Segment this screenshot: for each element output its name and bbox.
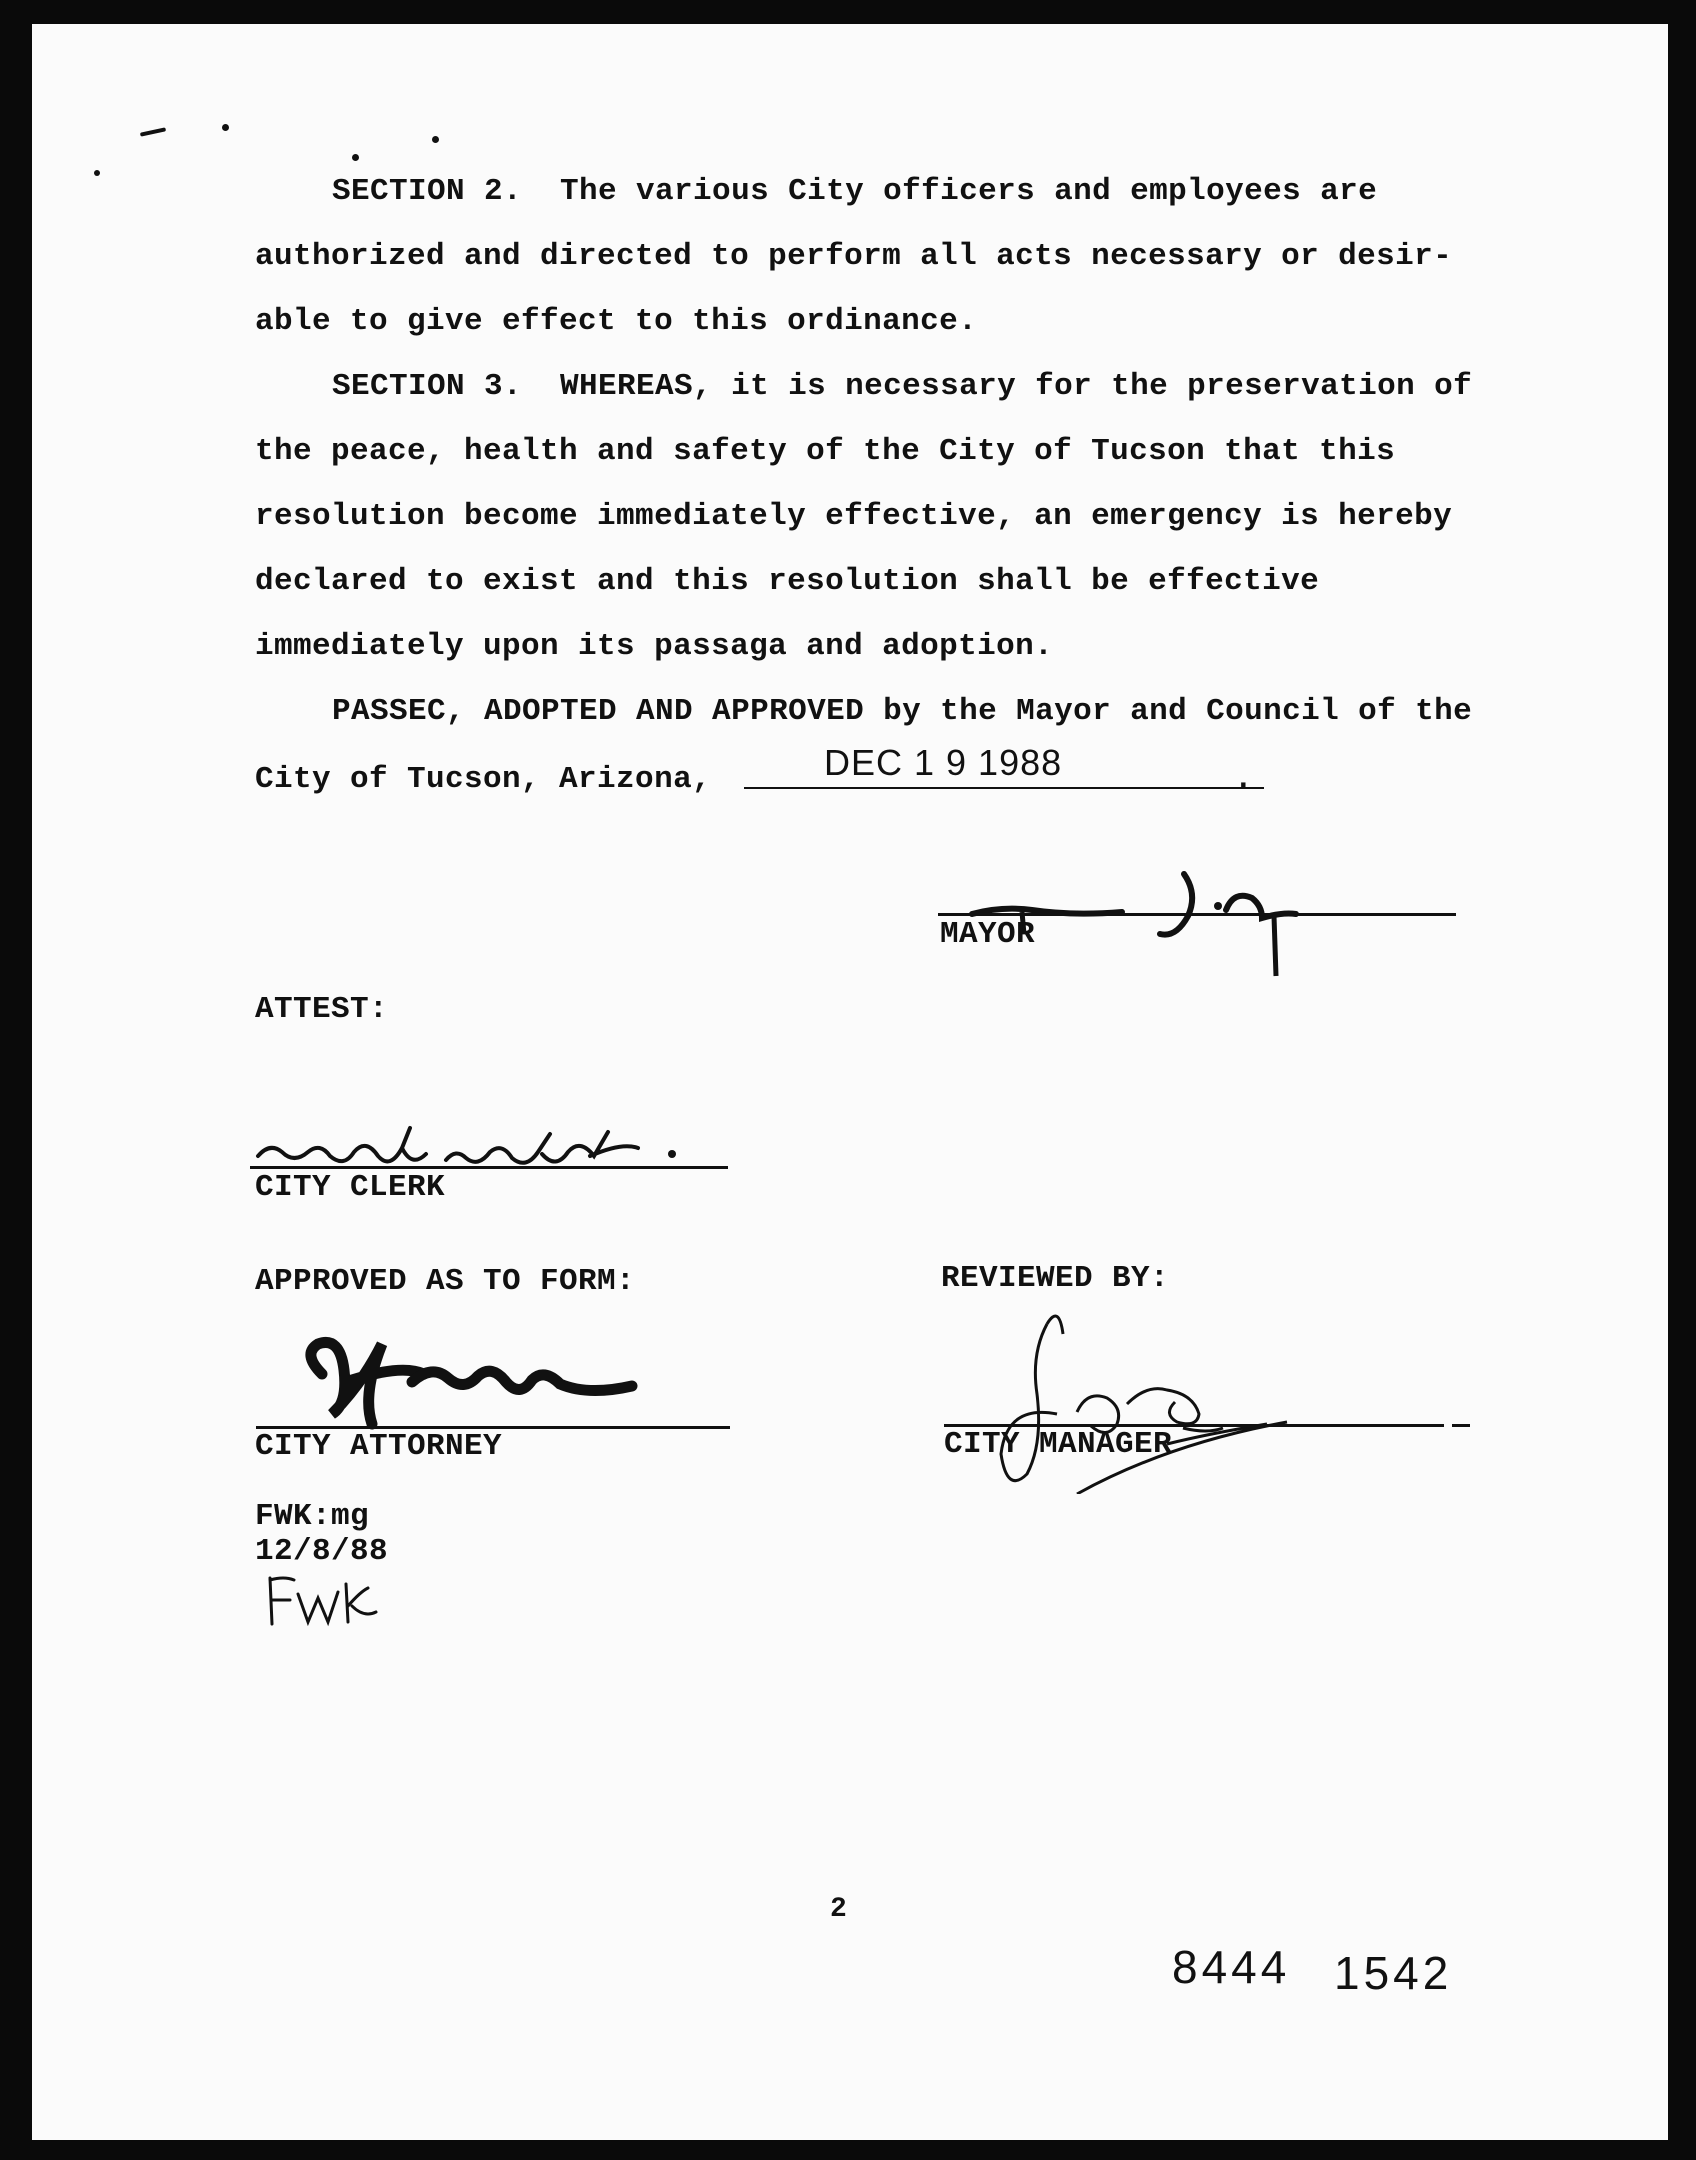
reviewed-by-label: REVIEWED BY: [941,1261,1170,1296]
handwritten-initials [264,1572,384,1628]
section3-line2: the peace, health and safety of the City of Tucson that this [255,434,1396,469]
date-period: . [1234,762,1254,797]
scan-speck [94,170,100,176]
scan-speck [140,127,166,136]
section3-line5: immediately upon its passaga and adoption. [255,629,1054,664]
city-manager-line-dash [1452,1424,1470,1427]
city-attorney-signature [292,1314,672,1444]
page-number: 2 [830,1894,848,1925]
section2-line3: able to give effect to this ordinance. [255,304,978,339]
mayor-signature-line [938,913,1456,916]
attest-label: ATTEST: [255,992,389,1027]
date-underline [744,787,1264,789]
section2-line2: authorized and directed to perform all acts necessary or desir- [255,239,1453,274]
section3-line1: SECTION 3. WHEREAS, it is necessary for the preservation of [332,369,1473,404]
passed-line1: PASSEC, ADOPTED AND APPROVED by the Mayor and Council of the [332,694,1473,729]
city-clerk-label: CITY CLERK [255,1170,446,1205]
section3-line4: declared to exist and this resolution shall be effective [255,564,1320,599]
passed-line2-prefix: City of Tucson, Arizona, [255,762,712,797]
approved-as-to-form-label: APPROVED AS TO FORM: [255,1264,636,1299]
city-manager-signature [967,1294,1307,1494]
doc-number-2: 1542 [1334,1947,1453,1999]
section3-line3: resolution become immediately effective, an emergency is hereby [255,499,1453,534]
scan-speck [222,124,229,131]
section2-line1: SECTION 2. The various City officers and employees are [332,174,1378,209]
typed-date: 12/8/88 [255,1534,389,1569]
typist-initials: FWK:mg [255,1499,370,1534]
city-attorney-label: CITY ATTORNEY [255,1429,503,1464]
scan-speck [432,136,439,143]
doc-number-1: 8444 [1172,1941,1291,1993]
date-stamp: DEC 1 9 1988 [824,742,1063,783]
mayor-label: MAYOR [940,917,1036,952]
scan-speck [352,154,359,161]
city-clerk-signature-line [250,1166,728,1169]
city-manager-label: CITY MANAGER [944,1427,1173,1462]
document-page [32,24,1668,2140]
